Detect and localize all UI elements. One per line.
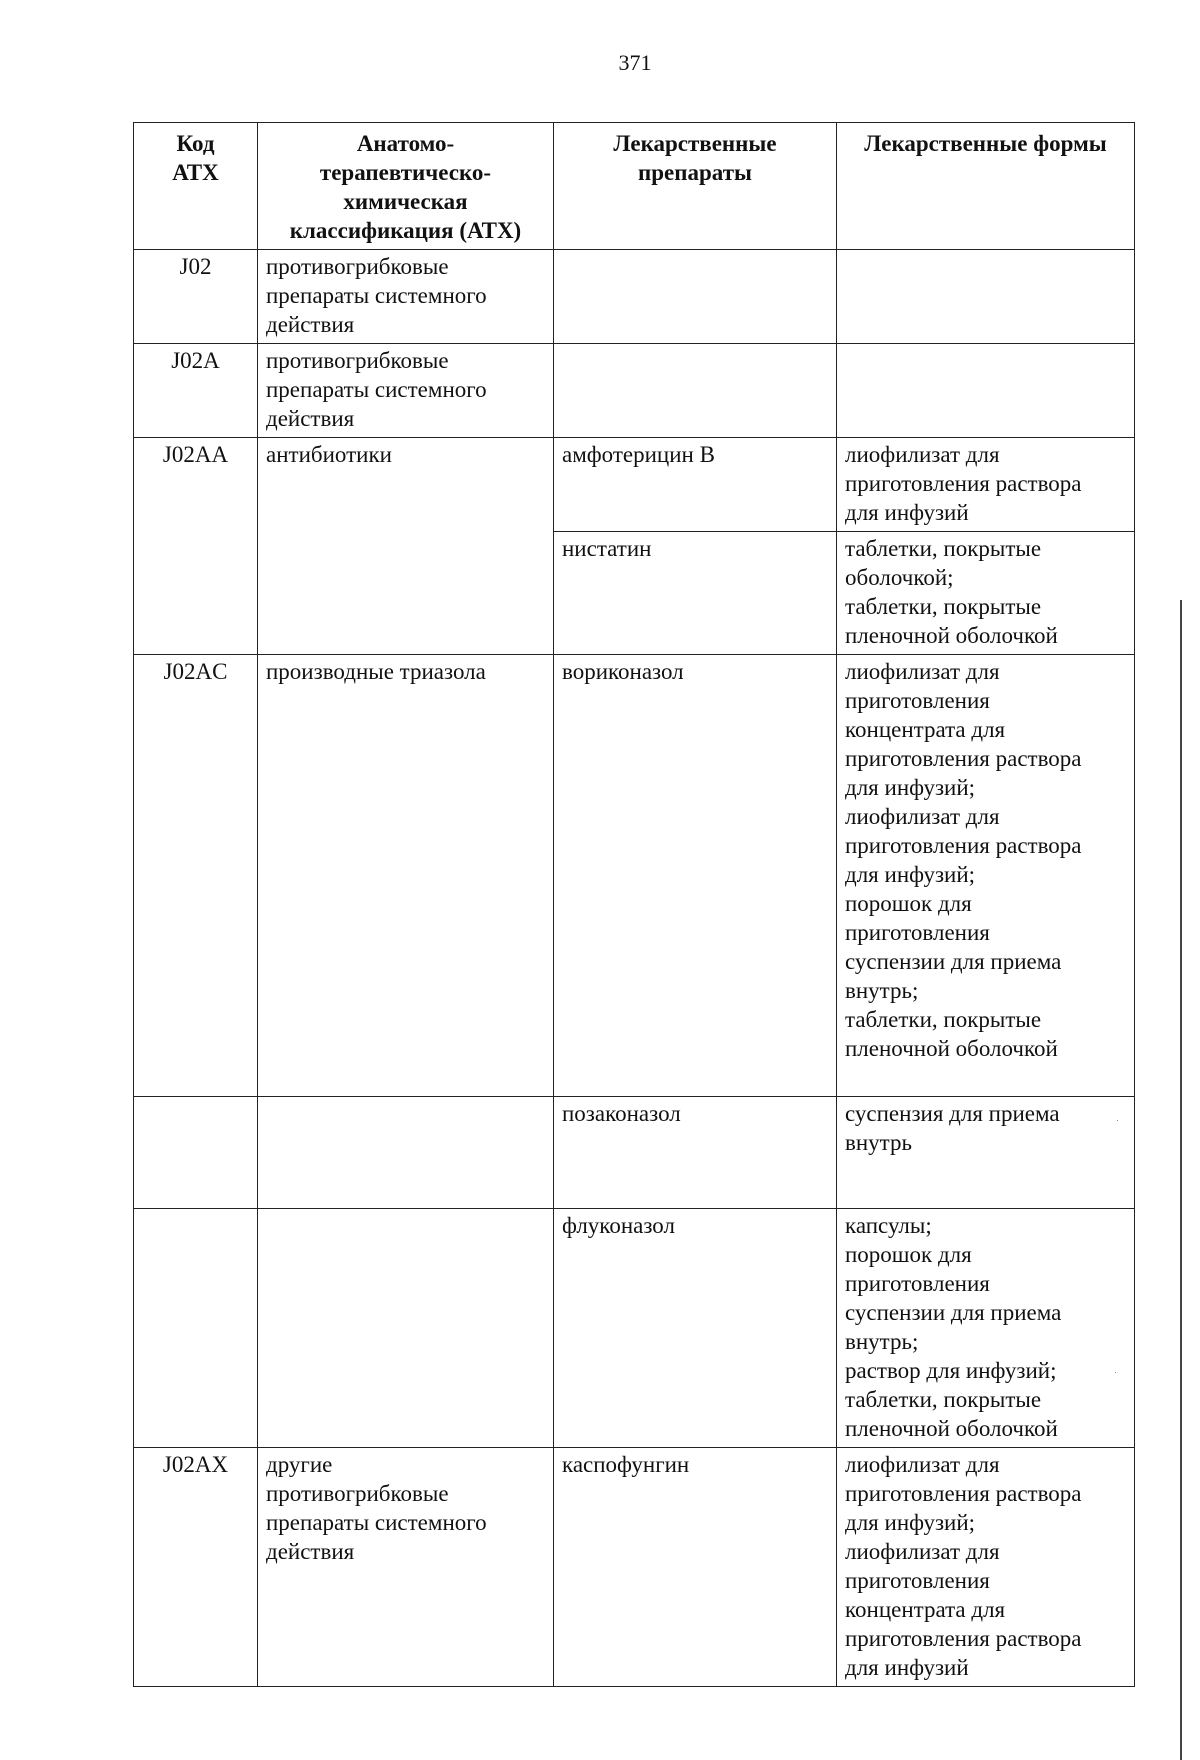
dosage-forms (837, 250, 1135, 344)
atc-classification: антибиотики (258, 438, 554, 655)
dosage-forms: лиофилизат для приготовления раствора для инфузий (837, 438, 1135, 532)
table-row (134, 250, 1135, 344)
dosage-forms: лиофилизат для приготовления раствора для инфузий; лиофилизат для приготовления концентрата для приготовления раствора для инфузий (837, 1448, 1135, 1687)
header-drugs: Лекарственные препараты (554, 123, 837, 250)
atc-code: J02AX (134, 1448, 258, 1687)
dosage-forms (837, 344, 1135, 438)
scan-edge-line (1180, 600, 1182, 1760)
drug-name: амфотерицин В (554, 438, 837, 532)
atc-code: J02A (134, 344, 258, 438)
drug-name: каспофунгин (554, 1448, 837, 1687)
dosage-forms: капсулы; порошок для приготовления суспензии для приема внутрь; раствор для инфузий; таблетки, покрытые пленочной оболочкой (837, 1209, 1135, 1448)
scan-dot (1115, 1372, 1116, 1373)
atc-classification (258, 1097, 554, 1209)
header-classification: Анатомо- терапевтическо- химическая классификация (АТХ) (258, 123, 554, 250)
atc-classification: противогрибковые препараты системного действия (258, 250, 554, 344)
atc-classification: производные триазола (258, 655, 554, 1097)
drug-name (554, 250, 837, 344)
atc-code: J02AC (134, 655, 258, 1097)
header-forms: Лекарственные формы (837, 123, 1135, 250)
dosage-forms: таблетки, покрытые оболочкой; таблетки, покрытые пленочной оболочкой (837, 532, 1135, 655)
drug-name: вориконазол (554, 655, 837, 1097)
header-code: Код АТХ (134, 123, 258, 250)
drug-name: позаконазол (554, 1097, 837, 1209)
atc-drug-table (133, 122, 1135, 1687)
table-row (134, 1209, 1135, 1448)
drug-name (554, 344, 837, 438)
dosage-forms: суспензия для приема внутрь (837, 1097, 1135, 1209)
atc-classification: другие противогрибковые препараты системного действия (258, 1448, 554, 1687)
table-row (134, 1448, 1135, 1687)
drug-name: флуконазол (554, 1209, 837, 1448)
drug-name: нистатин (554, 532, 837, 655)
atc-code (134, 1209, 258, 1448)
table-row (134, 1097, 1135, 1209)
table-header-row (134, 123, 1135, 250)
table-row (134, 438, 1135, 532)
atc-code: J02 (134, 250, 258, 344)
atc-code: J02AA (134, 438, 258, 655)
atc-code (134, 1097, 258, 1209)
dosage-forms: лиофилизат для приготовления концентрата для приготовления раствора для инфузий; лиофилизат для приготовления раствора для инфузий; порошок для приготовления суспензии для приема внутрь; таблетки, покрытые пленочной оболочкой (837, 655, 1135, 1097)
scan-dot (1117, 1120, 1118, 1121)
atc-classification (258, 1209, 554, 1448)
table-row (134, 655, 1135, 1097)
table-row (134, 344, 1135, 438)
atc-classification: противогрибковые препараты системного действия (258, 344, 554, 438)
page-number: 371 (618, 50, 652, 75)
